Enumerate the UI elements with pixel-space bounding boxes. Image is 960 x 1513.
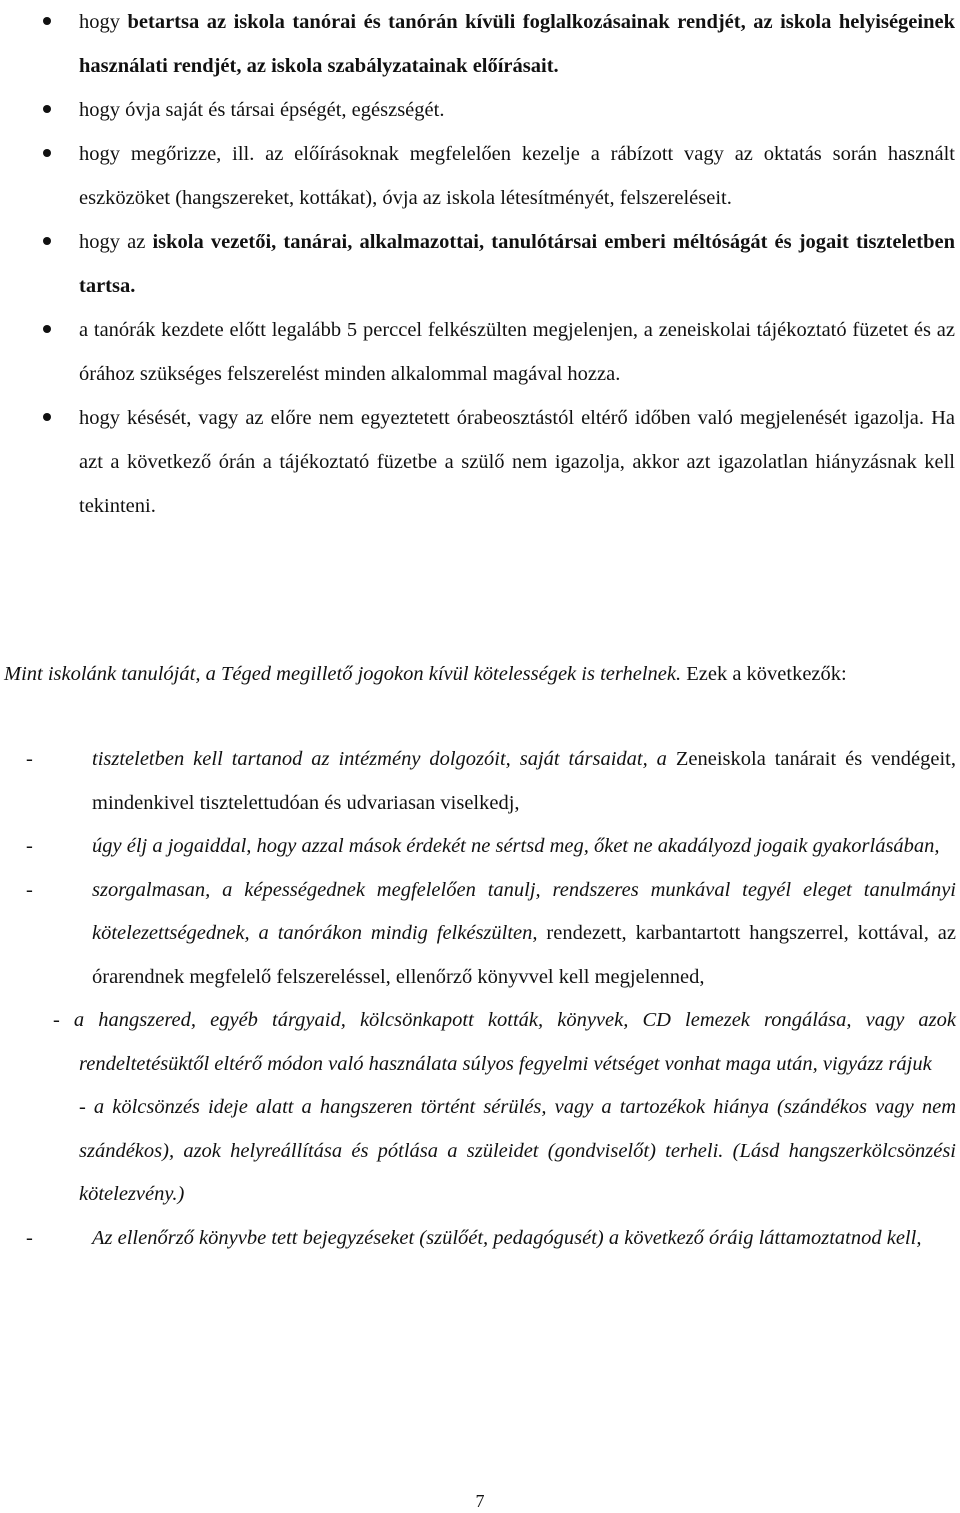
duty-item: - a kölcsönzés ideje alatt a hangszeren történt sérülés, vagy a tartozékok hiánya (szándékos vagy nem szándékos), azok helyreállítása és pótlása a szüleidet (gondviselőt) terheli. (Lásd hangszerkölcsönzési kötelezvény.) xyxy=(79,1096,956,1205)
duties-dash-list xyxy=(0,738,960,1260)
bullet-item: hogy megőrizze, ill. az előírásoknak megfelelően kezelje a rábízott vagy az oktatás során használt eszközöket (hangszereket, kottákat), óvja az iskola létesítményét, felszereléseit. xyxy=(79,132,955,220)
bold-text: betartsa az iskola tanórai és tanórán kívüli foglalkozásainak rendjét, az iskola helyiségeinek használati rendjét, az iskola szabályzatainak előírásait. xyxy=(79,11,956,77)
bullet-item: hogy betartsa az iskola tanórai és tanórán kívüli foglalkozásainak rendjét, az iskola helyiségeinek használati rendjét, az iskola szabályzatainak előírásait. xyxy=(79,0,955,88)
bullet-item: hogy óvja saját és társai épségét, egészségét. xyxy=(79,88,955,132)
duty-item: - Az ellenőrző könyvbe tett bejegyzéseket (szülőét, pedagógusét) a következő óráig láttamoztatnod kell, xyxy=(26,1226,922,1249)
duty-item: - tiszteletben kell tartanod az intézmény dolgozóit, saját társaidat, a Zeneiskola tanárait és vendégeit, mindenkivel tisztelettudóan és udvariasan viselkedj, xyxy=(26,748,956,814)
bullet-item: hogy késését, vagy az előre nem egyeztetett órabeosztástól eltérő időben való megjelenését igazolja. Ha azt a következő órán a tájékoztató füzetbe a szülő nem igazolja, akkor azt igazolatlan hiányzásnak kell tekinteni. xyxy=(79,396,955,528)
obligations-bullet-list xyxy=(0,0,960,528)
duty-item: - a hangszered, egyéb tárgyaid, kölcsönkapott kották, könyvek, CD lemezek rongálása, vagy azok rendeltetésüktől eltérő módon való használata súlyos fegyelmi vétséget vonhat maga után, vigyázz rájuk xyxy=(53,1009,956,1075)
bullet-item: hogy az iskola vezetői, tanárai, alkalmazottai, tanulótársai emberi méltóságát és jogait tiszteletben tartsa. xyxy=(79,220,955,308)
bullet-item: a tanórák kezdete előtt legalább 5 perccel felkészülten megjelenjen, a zeneiskolai tájékoztató füzetet és az órához szükséges felszerelést minden alkalommal magával hozza. xyxy=(79,308,955,396)
page-number: 7 xyxy=(475,1491,485,1511)
bold-text: iskola vezetői, tanárai, alkalmazottai, tanulótársai emberi méltóságát és jogait tiszteletben tartsa. xyxy=(79,231,955,297)
duty-item: - úgy élj a jogaiddal, hogy azzal mások érdekét ne sértsd meg, őket ne akadályozd jogaik gyakorlásában, xyxy=(26,835,940,857)
duties-intro-paragraph: Mint iskolánk tanulóját, a Téged megillető jogokon kívül kötelességek is terhelnek. Ezek a következők: xyxy=(4,663,847,685)
duty-item: - szorgalmasan, a képességednek megfelelően tanulj, rendszeres munkával tegyél eleget tanulmányi kötelezettségednek, a tanórákon mindig felkészülten, rendezett, karbantartott hangszerrel, kottával, az órarendnek megfelelő felszereléssel, ellenőrző könyvvel kell megjelenned, xyxy=(26,878,956,988)
